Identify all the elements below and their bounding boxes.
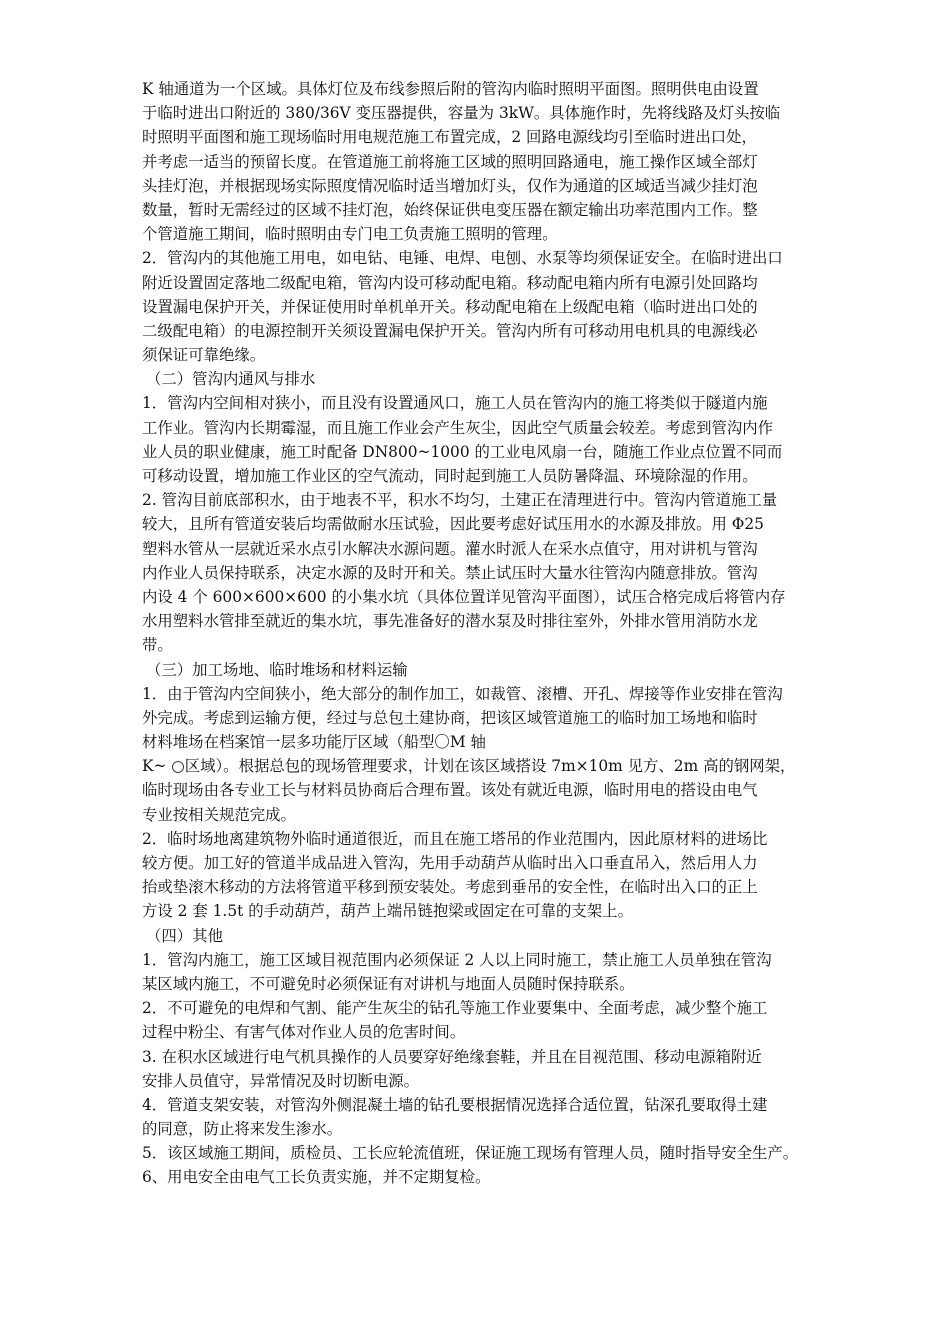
text-line: 抬或垫滚木移动的方法将管道平移到预安装处。考虑到垂吊的安全性，在临时出入口的正上	[142, 878, 758, 897]
text-line: 较方便。加工好的管道半成品进入管沟，先用手动葫芦从临时出入口垂直吊入，然后用人力	[142, 854, 758, 872]
text-line: 带。	[142, 636, 173, 655]
text-line: 头挂灯泡，并根据现场实际照度情况临时适当增加灯头，仅作为通道的区域适当减少挂灯泡	[142, 176, 758, 195]
text-line: 6、用电安全由电气工长负责实施，并不定期复检。	[142, 1168, 491, 1187]
text-line: 业人员的职业健康，施工时配备 DN800~1000 的工业电风扇一台，随施工作业点位置不同而	[142, 442, 783, 461]
text-line: 塑料水管从一层就近采水点引水解决水源问题。灌水时派人在采水点值守，用对讲机与管沟	[142, 539, 758, 558]
text-line: 专业按相关规范完成。	[142, 805, 296, 824]
text-line: 1．管沟内施工，施工区域目视范围内必须保证 2 人以上同时施工，禁止施工人员单独在管沟	[142, 950, 772, 969]
text-line: 1．管沟内空间相对狭小，而且没有设置通风口，施工人员在管沟内的施工将类似于隧道内施	[142, 394, 768, 413]
text-line: 时照明平面图和施工现场临时用电规范施工布置完成，2 回路电源线均引至临时进出口处，	[142, 128, 757, 147]
text-line: 1．由于管沟内空间狭小，绝大部分的制作加工，如裁管、滚槽、开孔、焊接等作业安排在管沟	[142, 684, 783, 703]
text-line: 2．临时场地离建筑物外临时通道很近，而且在施工塔吊的作业范围内，因此原材料的进场比	[142, 829, 768, 848]
text-line: 外完成。考虑到运输方便，经过与总包土建协商，把该区域管道施工的临时加工场地和临时	[142, 708, 758, 727]
text-line: 临时现场由各专业工长与材料员协商后合理布置。该处有就近电源，临时用电的搭设由电气	[142, 781, 758, 800]
text-line: 设置漏电保护开关，并保证使用时单机单开关。移动配电箱在上级配电箱（临时进出口处的	[142, 297, 758, 316]
text-line: 5．该区域施工期间，质检员、工长应轮流值班，保证施工现场有管理人员，随时指导安全生产。	[142, 1144, 799, 1163]
text-line: 内设 4 个 600×600×600 的小集水坑（具体位置详见管沟平面图），试压合格完成后将管内存	[142, 587, 786, 606]
text-line: 附近设置固定落地二级配电箱，管沟内设可移动配电箱。移动配电箱内所有电源引处回路均	[142, 273, 758, 292]
section-heading: （四）其他	[146, 926, 223, 945]
text-line: 可移动设置，增加施工作业区的空气流动，同时起到施工人员防暑降温、环境除湿的作用。	[142, 467, 758, 485]
text-line: 内作业人员保持联系，决定水源的及时开和关。禁止试压时大量水往管沟内随意排放。管沟	[142, 563, 758, 582]
section-heading: （三）加工场地、临时堆场和材料运输	[146, 660, 408, 679]
text-line: 须保证可靠绝缘。	[142, 346, 266, 365]
text-line: 材料堆场在档案馆一层多功能厅区域（船型〇M 轴	[142, 733, 486, 752]
text-line: 方设 2 套 1.5t 的手动葫芦，葫芦上端吊链抱梁或固定在可靠的支架上。	[142, 902, 633, 921]
text-line: 数量，暂时无需经过的区域不挂灯泡，始终保证供电变压器在额定输出功率范围内工作。整	[142, 200, 758, 219]
text-line: 某区域内施工，不可避免时必须保证有对讲机与地面人员随时保持联系。	[142, 974, 635, 993]
text-line: 3. 在积水区域进行电气机具操作的人员要穿好绝缘套鞋，并且在目视范围、移动电源箱附近	[142, 1047, 762, 1066]
text-line: 并考虑一适当的预留长度。在管道施工前将施工区域的照明回路通电，施工操作区域全部灯	[142, 152, 758, 171]
text-line: 的同意，防止将来发生渗水。	[142, 1120, 343, 1139]
text-line: 工作业。管沟内长期霉湿，而且施工作业会产生灰尘，因此空气质量会较差。考虑到管沟内作	[142, 418, 774, 437]
text-line: 水用塑料水管排至就近的集水坑，事先准备好的潜水泵及时排往室外，外排水管用消防水龙	[142, 612, 758, 631]
section-heading: （二）管沟内通风与排水	[146, 370, 316, 389]
text-line: 2．不可避免的电焊和气割、能产生灰尘的钻孔等施工作业要集中、全面考虑，减少整个施工	[142, 999, 768, 1018]
text-line: K 轴通道为一个区域。具体灯位及布线参照后附的管沟内临时照明平面图。照明供电由设置	[142, 80, 759, 98]
text-line: 个管道施工期间，临时照明由专门电工负责施工照明的管理。	[142, 225, 558, 244]
text-line: 较大，且所有管道安装后均需做耐水压试验，因此要考虑好试压用水的水源及排放。用 Φ25	[142, 515, 764, 534]
text-line: 安排人员值守，异常情况及时切断电源。	[142, 1071, 420, 1090]
text-line: K~ ○区域）。根据总包的现场管理要求，计划在该区域搭设 7m×10m 见方、2m 高的钢网架，	[142, 757, 796, 776]
text-line: 二级配电箱）的电源控制开关须设置漏电保护开关。管沟内所有可移动用电机具的电源线必	[142, 321, 758, 340]
text-line: 2．管沟内的其他施工用电，如电钻、电锤、电焊、电刨、水泵等均须保证安全。在临时进出口	[142, 249, 783, 268]
text-line: 于临时进出口附近的 380/36V 变压器提供，容量为 3kW。具体施作时，先将线路及灯头按临	[142, 104, 781, 123]
text-line: 4．管道支架安装，对管沟外侧混凝土墙的钻孔要根据情况选择合适位置，钻深孔要取得土建	[142, 1095, 768, 1114]
text-line: 过程中粉尘、有害气体对作业人员的危害时间。	[142, 1023, 466, 1042]
text-line: 2. 管沟目前底部积水，由于地表不平，积水不均匀，土建正在清理进行中。管沟内管道施工量	[142, 491, 778, 510]
